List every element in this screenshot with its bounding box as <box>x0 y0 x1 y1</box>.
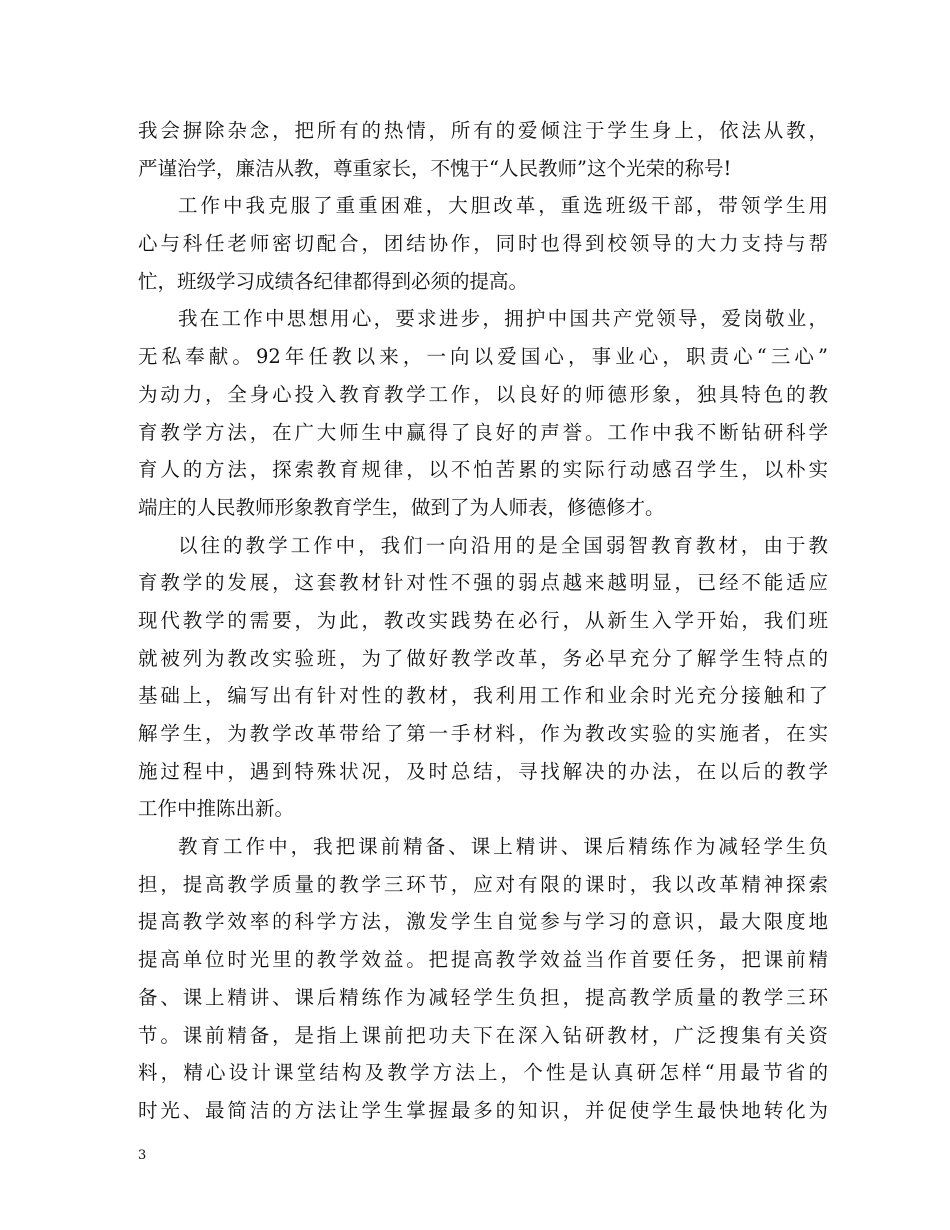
text-line: 基础上，编写出有针对性的教材，我利用工作和业余时光充分接触和了 <box>138 684 828 708</box>
text-line: 以往的教学工作中，我们一向沿用的是全国弱智教育教材，由于教 <box>178 533 828 557</box>
text-line: 工作中我克服了重重困难，大胆改革，重选班级干部，带领学生用 <box>178 194 828 218</box>
text-line: 育人的方法，探索教育规律，以不怕苦累的实际行动感召学生，以朴实 <box>138 458 828 482</box>
text-line: 育教学方法，在广大师生中赢得了良好的声誉。工作中我不断钻研科学 <box>138 420 828 444</box>
page-number: 3 <box>138 1148 147 1163</box>
text-line: 育教学的发展，这套教材针对性不强的弱点越来越明显，已经不能适应 <box>138 571 828 595</box>
paragraph <box>138 112 828 187</box>
paragraph <box>138 527 828 829</box>
text-line: 节。课前精备，是指上课前把功夫下在深入钻研教材，广泛搜集有关资 <box>138 1023 828 1047</box>
body-text <box>138 112 828 1130</box>
text-line: 提高单位时光里的教学效益。把提高教学效益当作首要任务，把课前精 <box>138 948 828 972</box>
text-line: 施过程中，遇到特殊状况，及时总结，寻找解决的办法，在以后的教学 <box>138 759 828 783</box>
text-line: 为动力，全身心投入教育教学工作，以良好的师德形象，独具特色的教 <box>138 382 828 406</box>
text-line: 就被列为教改实验班，为了做好教学改革，务必早充分了解学生特点的 <box>138 646 828 670</box>
text-line: 提高教学效率的科学方法，激发学生自觉参与学习的意识，最大限度地 <box>138 910 828 934</box>
text-line: 备、课上精讲、课后精练作为减轻学生负担，提高教学质量的教学三环 <box>138 985 828 1009</box>
text-line: 解学生，为教学改革带给了第一手材料，作为教改实验的实施者，在实 <box>138 722 828 745</box>
text-line: 忙，班级学习成绩各纪律都得到必须的提高。 <box>138 269 529 293</box>
text-line: 无私奉献。92年任教以来，一向以爱国心，事业心，职责心“三心” <box>138 345 828 369</box>
text-line: 时光、最简洁的方法让学生掌握最多的知识，并促使学生最快地转化为 <box>138 1098 828 1122</box>
paragraph <box>138 828 828 1130</box>
text-line: 心与科任老师密切配合，团结协作，同时也得到校领导的大力支持与帮 <box>138 232 828 256</box>
paragraph <box>138 300 828 526</box>
text-line: 端庄的人民教师形象教育学生，做到了为人师表，修德修才。 <box>138 495 665 519</box>
paragraph <box>138 187 828 300</box>
text-line: 现代教学的需要，为此，教改实践势在必行，从新生入学开始，我们班 <box>138 608 828 632</box>
text-line: 严谨治学，廉洁从教，尊重家长，不愧于“人民教师”这个光荣的称号! <box>138 156 732 180</box>
text-line: 我在工作中思想用心，要求进步，拥护中国共产党领导，爱岗敬业， <box>178 307 828 331</box>
text-line: 料，精心设计课堂结构及教学方法上，个性是认真研怎样“用最节省的 <box>138 1061 828 1085</box>
text-line: 教育工作中，我把课前精备、课上精讲、课后精练作为减轻学生负 <box>178 835 828 859</box>
text-line: 工作中推陈出新。 <box>138 797 295 821</box>
text-line: 担，提高教学质量的教学三环节，应对有限的课时，我以改革精神探索 <box>138 872 828 896</box>
text-line: 我会摒除杂念，把所有的热情，所有的爱倾注于学生身上，依法从教， <box>138 119 828 142</box>
